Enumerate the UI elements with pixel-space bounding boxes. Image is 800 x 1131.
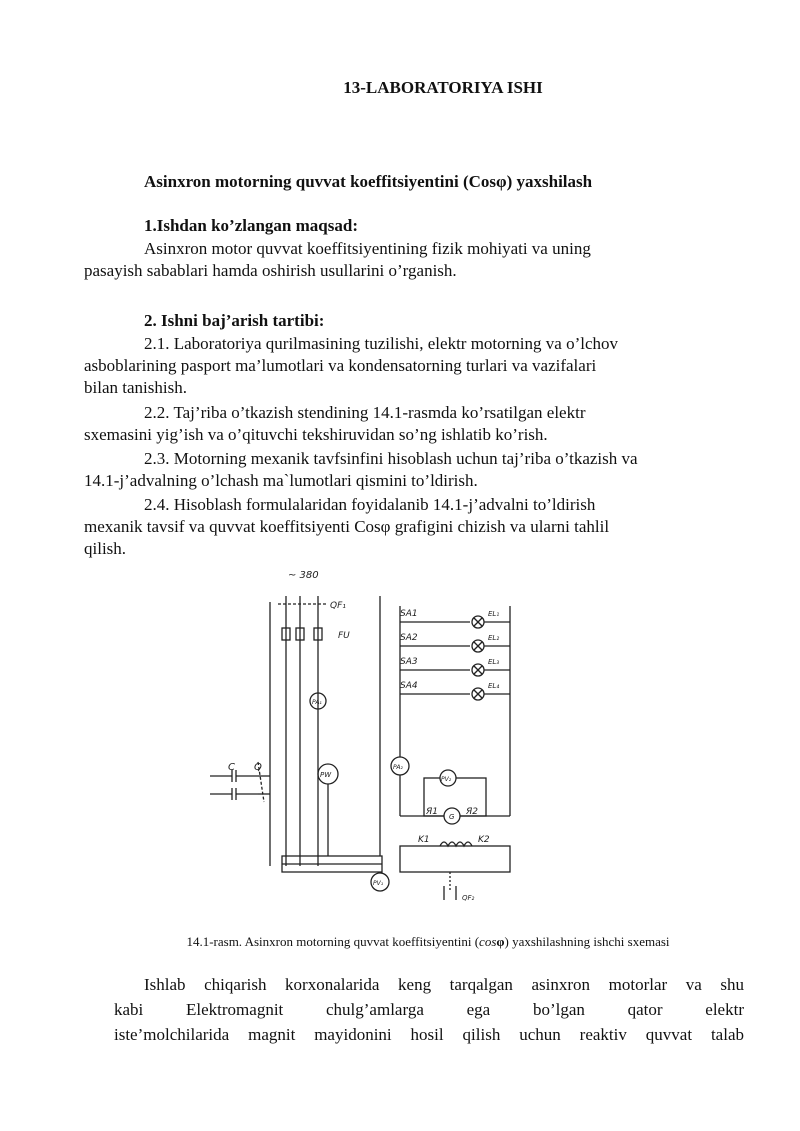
el3-label: EL₃ <box>488 658 500 666</box>
body-line1-text: Ishlab chiqarish korxonalarida keng tarqalgan asinxron motorlar va shu <box>144 975 744 994</box>
supply-label: ~ 380 <box>288 570 319 581</box>
qf2-label: QF₂ <box>462 894 475 902</box>
caption-cos: cos <box>479 934 497 949</box>
el1-label: EL₁ <box>488 610 500 618</box>
step-2-1-line1: 2.1. Laboratoriya qurilmasining tuzilishi, elektr motorning va o’lchov <box>144 334 619 353</box>
caption-prefix: 14.1-rasm. Asinxron motorning quvvat koeffitsiyentini ( <box>186 934 480 949</box>
section1-line1: Asinxron motor quvvat koeffitsiyentining fizik mohiyati va uning <box>144 239 591 258</box>
work-subtitle: Asinxron motorning quvvat koeffitsiyentini (Cosφ) yaxshilash <box>144 172 593 191</box>
body-line2-text: kabi Elektromagnit chulg’amlarga ega bo’lgan qator elektr <box>114 1000 744 1019</box>
lamp-row-4 <box>400 681 510 700</box>
step-2-1-line2: asboblarining pasport ma’lumotlari va kondensatorning turlari va vazifalari <box>84 356 597 375</box>
body-line3 <box>114 1022 744 1047</box>
pw-label: PW <box>320 771 332 779</box>
q-label: Q <box>254 762 262 773</box>
pa1-label: PA₁ <box>312 699 322 706</box>
lamp-row-1 <box>400 609 510 628</box>
caption-phi: φ <box>496 934 505 949</box>
section1-line2: pasayish sabablari hamda oshirish usullarini o’rganish. <box>84 261 457 280</box>
figure-caption <box>0 934 800 950</box>
qf1-label: QF₁ <box>330 601 346 611</box>
step-2-1 <box>84 333 744 399</box>
step-2-1-line3: bilan tanishish. <box>84 378 187 397</box>
circuit-diagram <box>200 566 540 912</box>
step-2-4-line3: qilish. <box>84 539 127 558</box>
step-2-4 <box>84 494 744 560</box>
step-2-2-line1: 2.2. Taj’riba o’tkazish stendining 14.1-rasmda ko’rsatilgan elektr <box>144 403 586 422</box>
sa2-label: SA2 <box>400 633 418 643</box>
step-2-3-line2: 14.1-j’advalning o’lchash ma`lumotlari qismini to’ldirish. <box>84 471 478 490</box>
section1-paragraph <box>84 238 744 282</box>
step-2-3-line1: 2.3. Motorning mexanik tavfsinfini hisoblash uchun taj’riba o’tkazish va <box>144 449 638 468</box>
c-label: C <box>228 762 235 773</box>
section1-heading: 1.Ishdan ko’zlangan maqsad: <box>144 216 358 235</box>
ya1-label: Я1 <box>426 807 438 817</box>
pa2-label: PA₂ <box>393 764 403 771</box>
page-title: 13-LABORATORIYA ISHI <box>343 78 543 97</box>
step-2-2 <box>84 402 744 446</box>
step-2-2-line2: sxemasini yig’ish va o’qituvchi tekshiruvidan so’ng ishlatib ko’rish. <box>84 425 548 444</box>
step-2-4-line1: 2.4. Hisoblash formulalaridan foyidalanib 14.1-j’advalni to’ldirish <box>144 495 596 514</box>
caption-suffix: ) yaxshilashning ishchi sxemasi <box>504 934 670 949</box>
lamp-row-3 <box>400 657 510 676</box>
pv2-label: PV₂ <box>441 776 452 783</box>
body-line1 <box>114 972 744 997</box>
section2-heading: 2. Ishni baj’arish tartibi: <box>144 311 325 330</box>
sa1-label: SA1 <box>400 609 418 619</box>
ya2-label: Я2 <box>466 807 478 817</box>
sa4-label: SA4 <box>400 681 418 691</box>
step-2-4-line2: mexanik tavsif va quvvat koeffitsiyenti Cosφ grafigini chizish va ularni tahlil <box>84 517 610 536</box>
body-line2 <box>114 997 744 1022</box>
k1-label: K1 <box>418 835 430 845</box>
g-label: G <box>449 813 455 821</box>
lamp-row-2 <box>400 633 510 652</box>
body-line3-text: iste’molchilarida magnit mayidonini hosil qilish uchun reaktiv quvvat talab <box>114 1025 744 1044</box>
el4-label: EL₄ <box>488 682 500 690</box>
k2-label: K2 <box>478 835 490 845</box>
pv1-label: PV₁ <box>373 880 384 887</box>
fu-label: FU <box>338 631 350 641</box>
el2-label: EL₂ <box>488 634 500 642</box>
step-2-3 <box>84 448 744 492</box>
sa3-label: SA3 <box>400 657 418 667</box>
